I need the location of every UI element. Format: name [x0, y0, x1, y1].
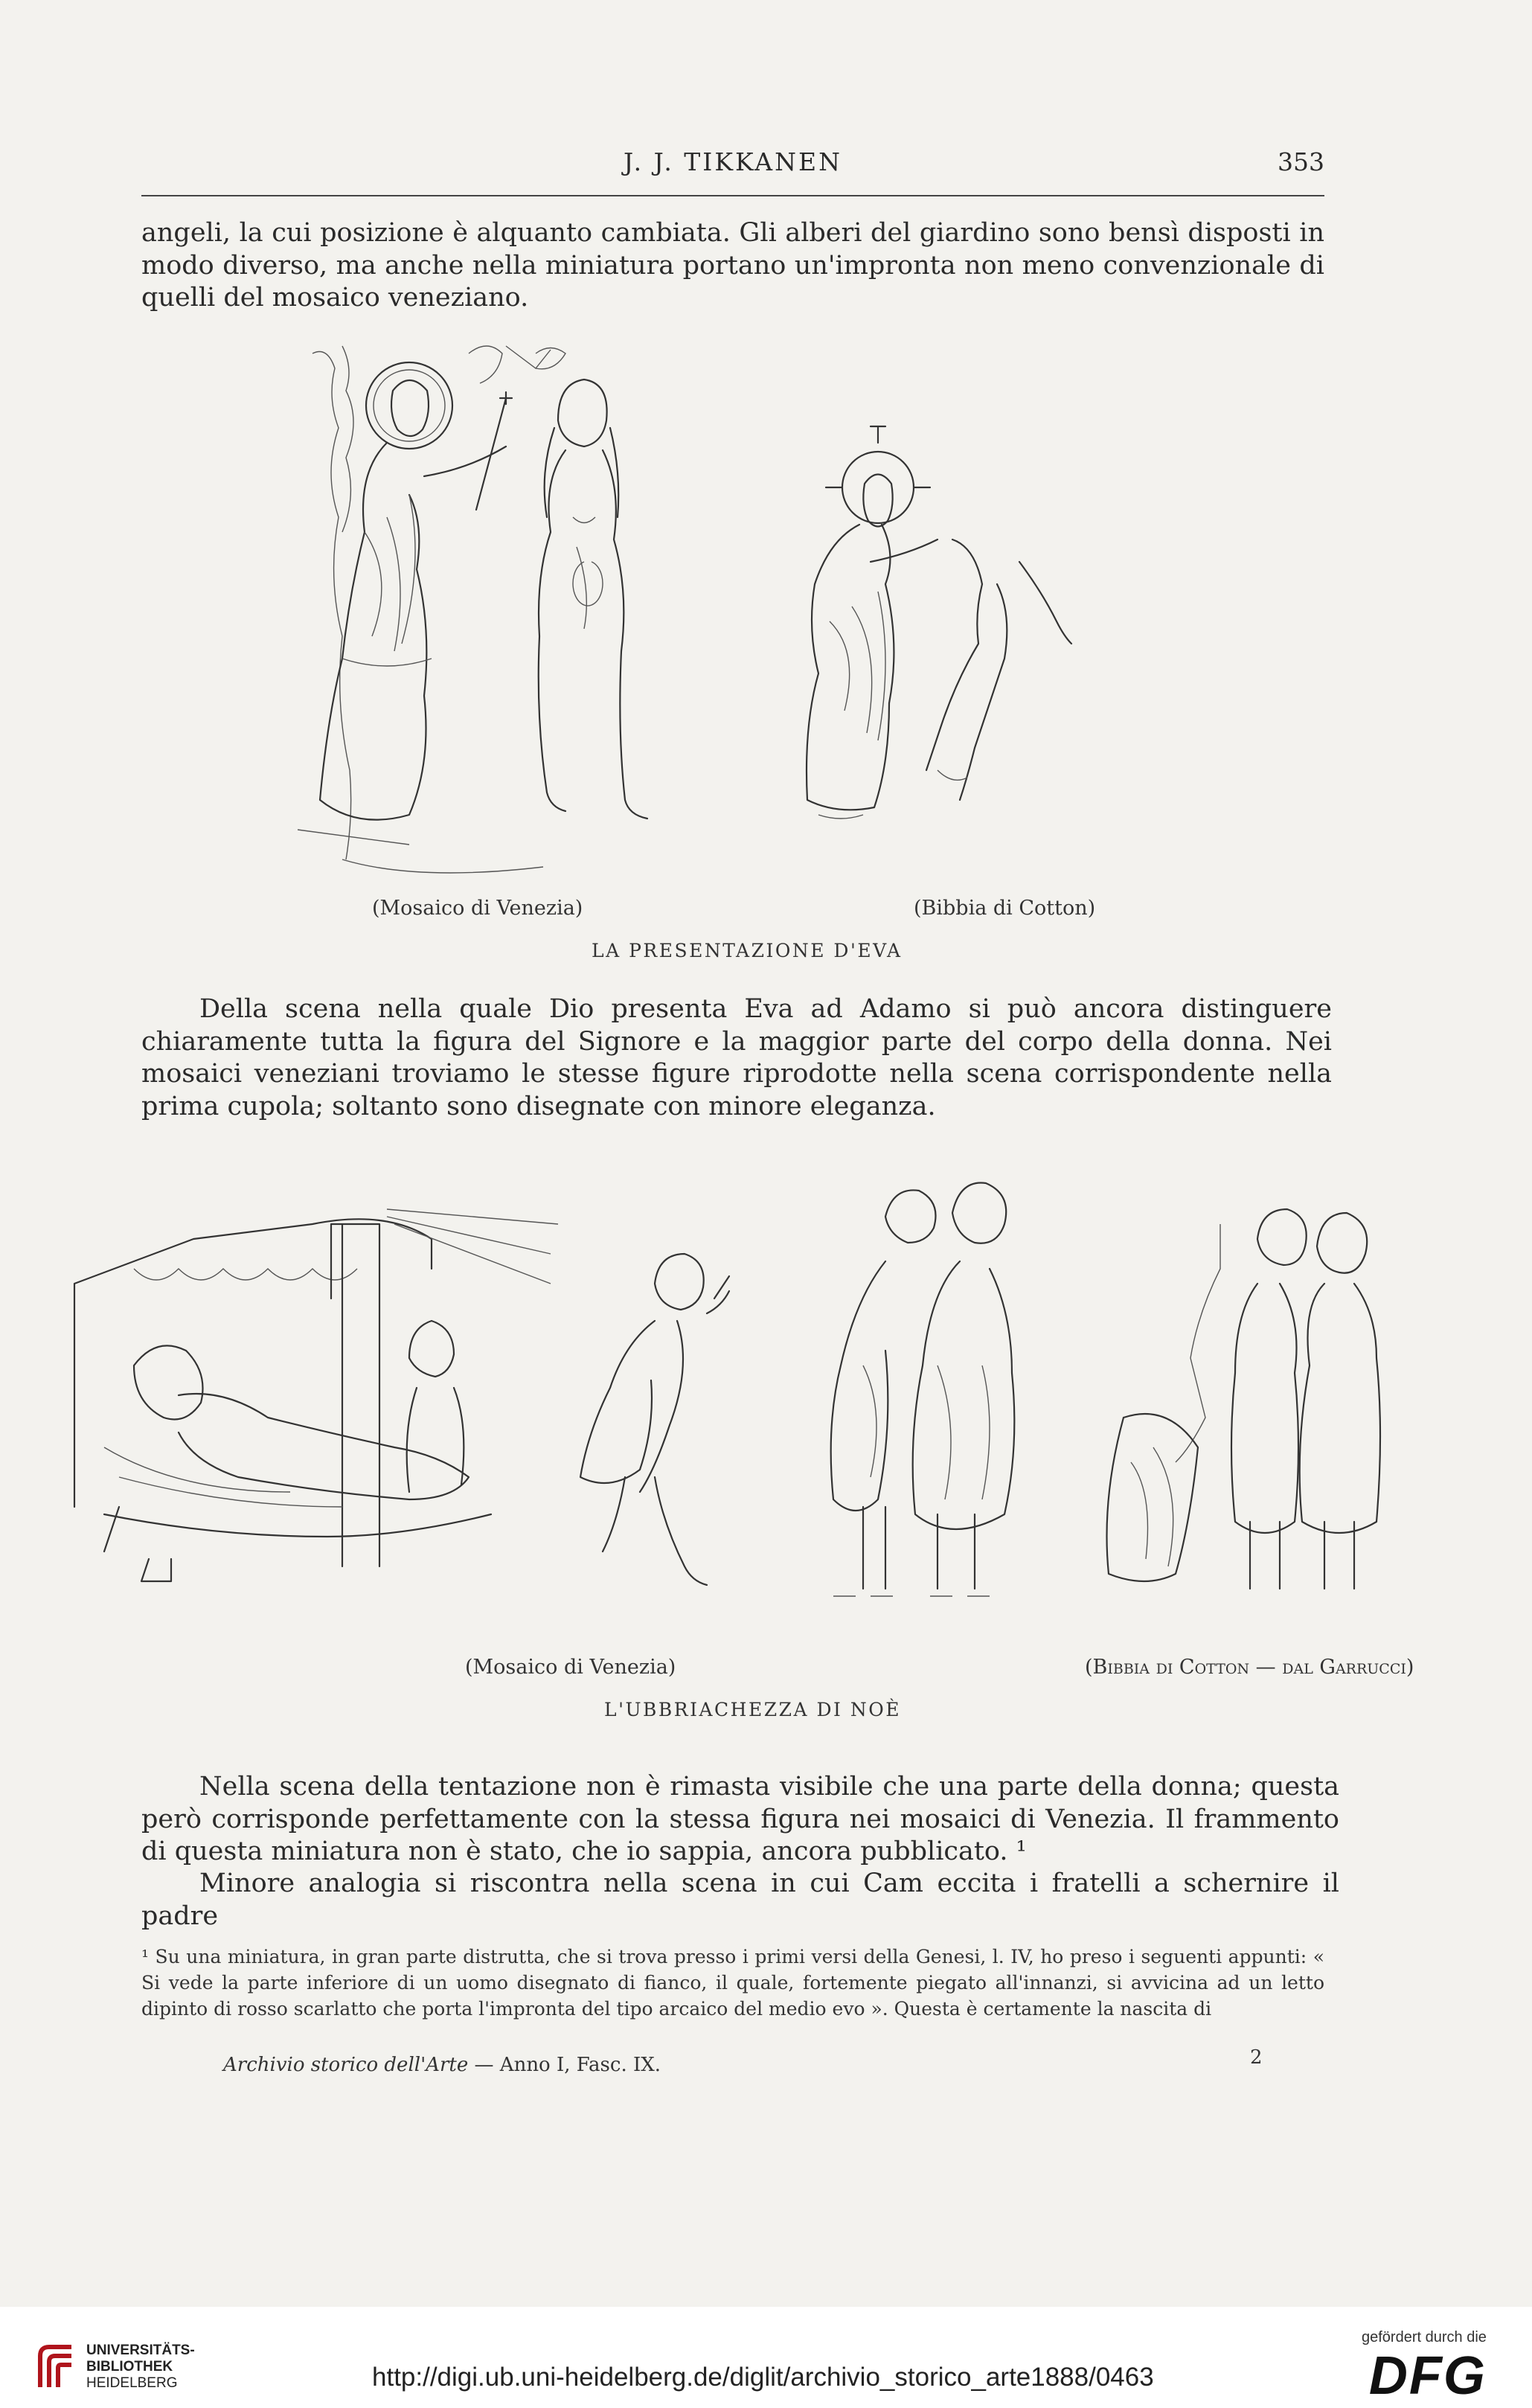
dfg-logo[interactable]: DFG — [1368, 2346, 1487, 2406]
figure1-title: LA PRESENTAZIONE D'EVA — [592, 940, 903, 961]
brothers-cotton-drawing — [831, 1183, 1015, 1597]
mosaic-venice-drawing — [298, 346, 647, 873]
page-number: 353 — [1278, 147, 1324, 176]
figure-drunkenness-of-noah — [60, 1179, 1406, 1656]
library-emblem-icon — [36, 2343, 76, 2392]
footnote: ¹ Su una miniatura, in gran parte distrutta, che si trova presso i primi versi della Genesi, l. IV, ho preso i seguenti appunti: « Si vede la parte inferiore di un uomo disegnato di fianco, il quale, fortemente piegato all'innanzi, si avvicina ad un letto dipinto di rosso scarlatto che porta l'impronta del tipo arcaico del medio evo ». Questa è certamente la nascita di — [141, 1946, 1324, 2020]
header-rule — [141, 195, 1324, 196]
library-name — [86, 2343, 195, 2392]
garrucci-drawing — [1107, 1209, 1381, 1589]
figure2-caption-right: (Bibbia di Cotton — dal Garrucci) — [1085, 1656, 1414, 1679]
funding-credit — [1362, 2329, 1487, 2406]
paragraph-1: angeli, la cui posizione è alquanto cambiata. Gli alberi del giardino sono bensì disposti in modo diverso, ma anche nella miniatura portano un'impronta non meno convenzionale di quelli del mosaico veneziano. — [141, 218, 1324, 313]
paragraph-3: Nella scena della tentazione non è rimasta visibile che una parte della donna; questa però corrisponde perfettamente con la stessa figura nei mosaici di Venezia. Il frammento di questa miniatura non è stato, che io sappia, ancora pubblicato. ¹ — [141, 1772, 1339, 1866]
journal-issue: — Anno I, Fasc. IX. — [468, 2054, 661, 2076]
figure-presentation-of-eve — [298, 339, 1153, 904]
signature-mark: 2 — [1250, 2046, 1263, 2069]
digital-library-url[interactable]: http://digi.ub.uni-heidelberg.de/diglit/archivio_storico_arte1888/0463 — [372, 2363, 1154, 2392]
library-line-2: BIBLIOTHEK — [86, 2359, 173, 2375]
paragraph-4: Minore analogia si riscontra nella scena in cui Cam eccita i fratelli a schernire il padre — [141, 1869, 1339, 1931]
figure-drunkenness-of-noah-drawing — [60, 1179, 1406, 1656]
cotton-bible-drawing — [807, 426, 1071, 819]
figure1-caption-right: (Bibbia di Cotton) — [914, 897, 1096, 920]
library-line-3: HEIDELBERG — [86, 2375, 178, 2391]
running-header — [141, 147, 1324, 185]
figure2-title: L'UBBRIACHEZZA DI NOÈ — [604, 1699, 901, 1720]
funding-note: gefördert durch die — [1362, 2329, 1487, 2345]
paragraph-2: Della scena nella quale Dio presenta Eva ad Adamo si può ancora distinguere chiaramente tutta la figura del Signore e la maggior parte del corpo della donna. Nei mosaici veneziani troviamo le stesse figure riprodotte nella scena corrispondente nella prima cupola; soltanto sono disegnate con minore eleganza. — [141, 994, 1332, 1121]
library-line-1: UNIVERSITÄTS- — [86, 2343, 195, 2358]
figure-presentation-of-eve-drawing — [298, 339, 1153, 904]
journal-title: Archivio storico dell'Arte — [223, 2054, 469, 2076]
library-logo[interactable] — [36, 2343, 195, 2392]
running-header-author: J. J. TIKKANEN — [624, 147, 842, 176]
footer-band — [0, 2307, 1532, 2408]
noah-mosaic-drawing — [74, 1209, 729, 1585]
journal-line — [223, 2054, 661, 2076]
figure1-caption-left: (Mosaico di Venezia) — [372, 897, 583, 920]
figure2-caption-left: (Mosaico di Venezia) — [465, 1656, 676, 1679]
